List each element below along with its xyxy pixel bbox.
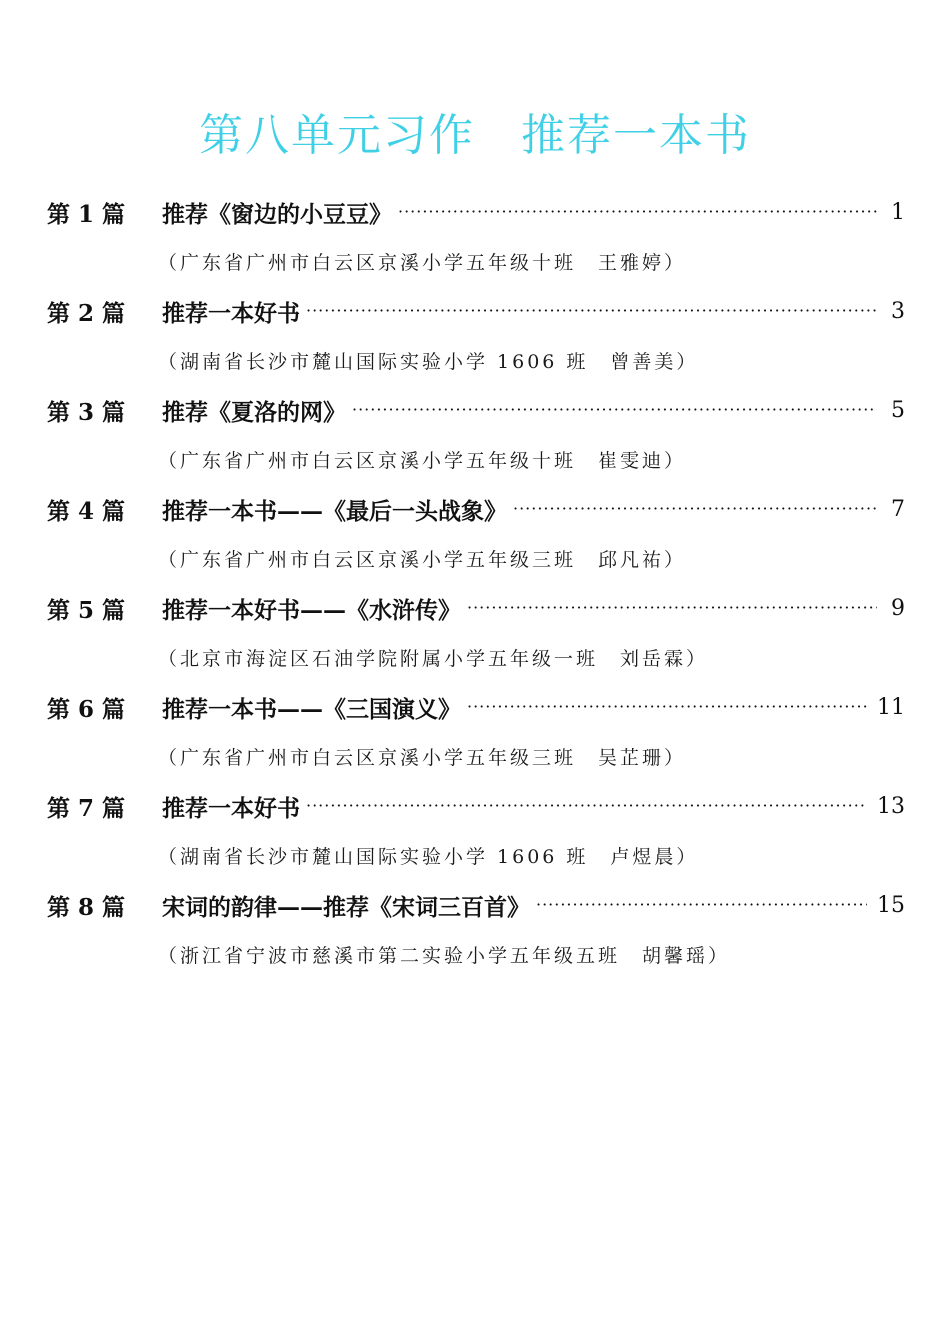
page-title: 第八单元习作 推荐一本书 <box>199 110 751 161</box>
toc-entry[interactable] <box>0 386 950 485</box>
entry-title[interactable]: 推荐一本书——《三国演义》 <box>162 695 461 723</box>
entry-number: 第 3 篇 <box>47 398 126 426</box>
entry-author: （广东省广州市白云区京溪小学五年级三班 吴芷珊） <box>158 747 687 769</box>
entry-page-number: 3 <box>891 298 905 324</box>
entry-page-number: 15 <box>877 892 905 918</box>
toc-entry-heading[interactable] <box>47 691 905 723</box>
entry-title[interactable]: 推荐《窗边的小豆豆》 <box>162 200 392 228</box>
entry-page-number: 5 <box>891 397 905 423</box>
entry-number: 第 7 篇 <box>47 794 126 822</box>
toc-entry[interactable] <box>0 881 950 980</box>
toc-entry[interactable] <box>0 584 950 683</box>
entry-number: 第 1 篇 <box>47 200 126 228</box>
entry-author: （湖南省长沙市麓山国际实验小学 1606 班 曾善美） <box>158 351 699 373</box>
toc-entry-heading[interactable] <box>47 196 905 228</box>
entry-page-number: 11 <box>877 694 905 720</box>
toc-entry-heading[interactable] <box>47 493 905 525</box>
entry-number: 第 8 篇 <box>47 893 126 921</box>
entry-number: 第 2 篇 <box>47 299 126 327</box>
table-of-contents <box>0 188 950 980</box>
dot-leader <box>467 691 867 723</box>
entry-title[interactable]: 宋词的韵律——推荐《宋词三百首》 <box>162 893 530 921</box>
dot-leader <box>306 295 877 327</box>
toc-entry-heading[interactable] <box>47 889 905 921</box>
entry-title[interactable]: 推荐《夏洛的网》 <box>162 398 346 426</box>
toc-entry-heading[interactable] <box>47 592 905 624</box>
entry-title[interactable]: 推荐一本好书 <box>162 299 300 327</box>
dot-leader <box>513 493 877 525</box>
dot-leader <box>352 394 877 426</box>
entry-page-number: 9 <box>891 595 905 621</box>
toc-entry-heading[interactable] <box>47 295 905 327</box>
entry-title[interactable]: 推荐一本好书 <box>162 794 300 822</box>
entry-title[interactable]: 推荐一本书——《最后一头战象》 <box>162 497 507 525</box>
entry-number: 第 4 篇 <box>47 497 126 525</box>
entry-page-number: 7 <box>891 496 905 522</box>
entry-number: 第 6 篇 <box>47 695 126 723</box>
entry-author: （广东省广州市白云区京溪小学五年级十班 王雅婷） <box>158 252 687 274</box>
entry-author: （广东省广州市白云区京溪小学五年级三班 邱凡祐） <box>158 549 687 571</box>
toc-entry[interactable] <box>0 485 950 584</box>
dot-leader <box>467 592 877 624</box>
entry-author: （北京市海淀区石油学院附属小学五年级一班 刘岳霖） <box>158 648 709 670</box>
entry-page-number: 1 <box>891 199 905 225</box>
entry-author: （湖南省长沙市麓山国际实验小学 1606 班 卢煜晨） <box>158 846 699 868</box>
toc-entry[interactable] <box>0 188 950 287</box>
toc-entry[interactable] <box>0 287 950 386</box>
dot-leader <box>306 790 867 822</box>
toc-entry-heading[interactable] <box>47 790 905 822</box>
toc-entry[interactable] <box>0 782 950 881</box>
entry-author: （广东省广州市白云区京溪小学五年级十班 崔雯迪） <box>158 450 687 472</box>
entry-number: 第 5 篇 <box>47 596 126 624</box>
toc-entry-heading[interactable] <box>47 394 905 426</box>
toc-entry[interactable] <box>0 683 950 782</box>
dot-leader <box>536 889 867 921</box>
entry-page-number: 13 <box>877 793 905 819</box>
entry-author: （浙江省宁波市慈溪市第二实验小学五年级五班 胡馨瑶） <box>158 945 731 967</box>
entry-title[interactable]: 推荐一本好书——《水浒传》 <box>162 596 461 624</box>
dot-leader <box>398 196 877 228</box>
